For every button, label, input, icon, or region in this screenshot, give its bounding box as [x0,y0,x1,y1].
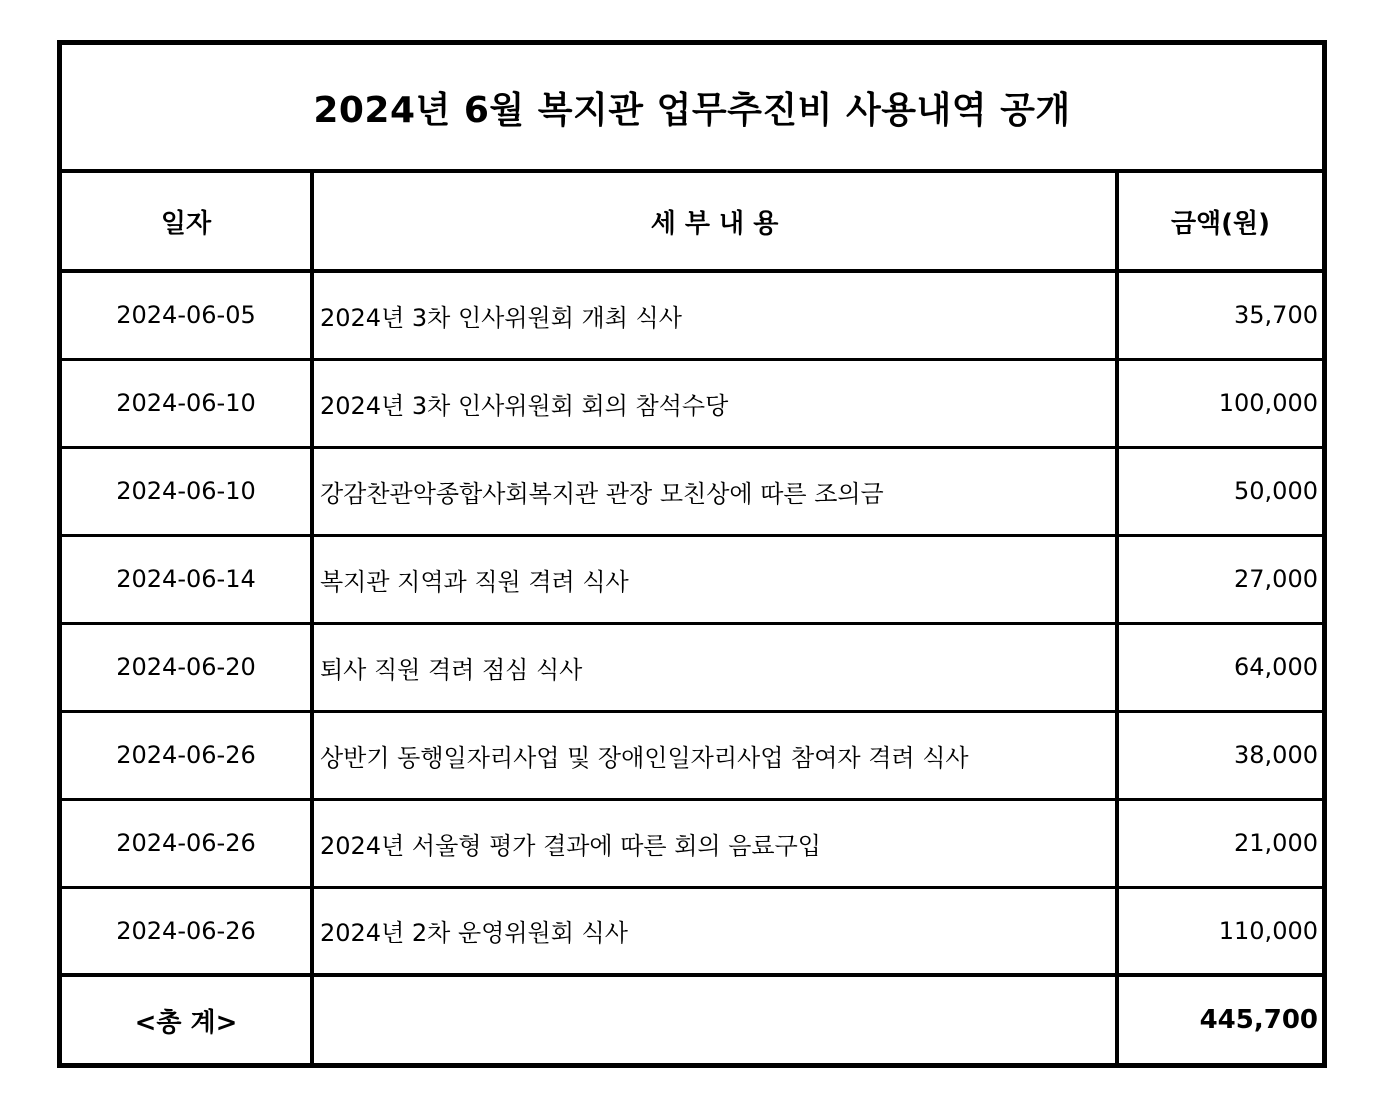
cell-date: 2024-06-26 [62,711,312,799]
total-description [312,975,1117,1063]
cell-amount: 27,000 [1117,535,1322,623]
table-row [62,271,1322,359]
table-row [62,711,1322,799]
cell-date: 2024-06-10 [62,359,312,447]
cell-description: 2024년 3차 인사위원회 개최 식사 [312,271,1117,359]
expense-table [62,173,1322,1063]
cell-date: 2024-06-26 [116,916,256,945]
column-header-description: 세 부 내 용 [312,173,1117,271]
cell-amount: 21,000 [1117,799,1322,887]
table-row [62,535,1322,623]
cell-description: 퇴사 직원 격려 점심 식사 [312,623,1117,711]
cell-amount: 38,000 [1117,711,1322,799]
cell-description: 강감찬관악종합사회복지관 관장 모친상에 따른 조의금 [312,447,1117,535]
header-row [62,173,1322,271]
cell-description: 2024년 3차 인사위원회 회의 참석수당 [312,359,1117,447]
cell-description: 상반기 동행일자리사업 및 장애인일자리사업 참여자 격려 식사 [312,711,1117,799]
cell-amount: 50,000 [1117,447,1322,535]
cell-description: 2024년 서울형 평가 결과에 따른 회의 음료구입 [312,799,1117,887]
column-header-amount: 금액(원) [1117,173,1322,271]
report-title-row [62,45,1322,173]
table-row [62,887,1322,975]
cell-amount: 100,000 [1117,359,1322,447]
table-row [62,447,1322,535]
table-row [62,799,1322,887]
cell-amount: 64,000 [1117,623,1322,711]
cell-date: 2024-06-26 [62,799,312,887]
cell-date: 2024-06-05 [62,271,312,359]
table-row [62,359,1322,447]
cell-date: 2024-06-20 [62,623,312,711]
total-label: <총 계> [62,975,312,1063]
expense-report-sheet [57,40,1327,1068]
cell-amount: 35,700 [1117,271,1322,359]
cell-description: 복지관 지역과 직원 격려 식사 [312,535,1117,623]
report-title: 2024년 6월 복지관 업무추진비 사용내역 공개 [313,89,1071,131]
total-amount: 445,700 [1117,975,1322,1063]
cell-date: 2024-06-14 [62,535,312,623]
table-row [62,623,1322,711]
column-header-date: 일자 [62,173,312,271]
total-row [62,975,1322,1063]
cell-date: 2024-06-10 [62,447,312,535]
cell-amount: 110,000 [1117,887,1322,975]
cell-description: 2024년 2차 운영위원회 식사 [312,887,1117,975]
